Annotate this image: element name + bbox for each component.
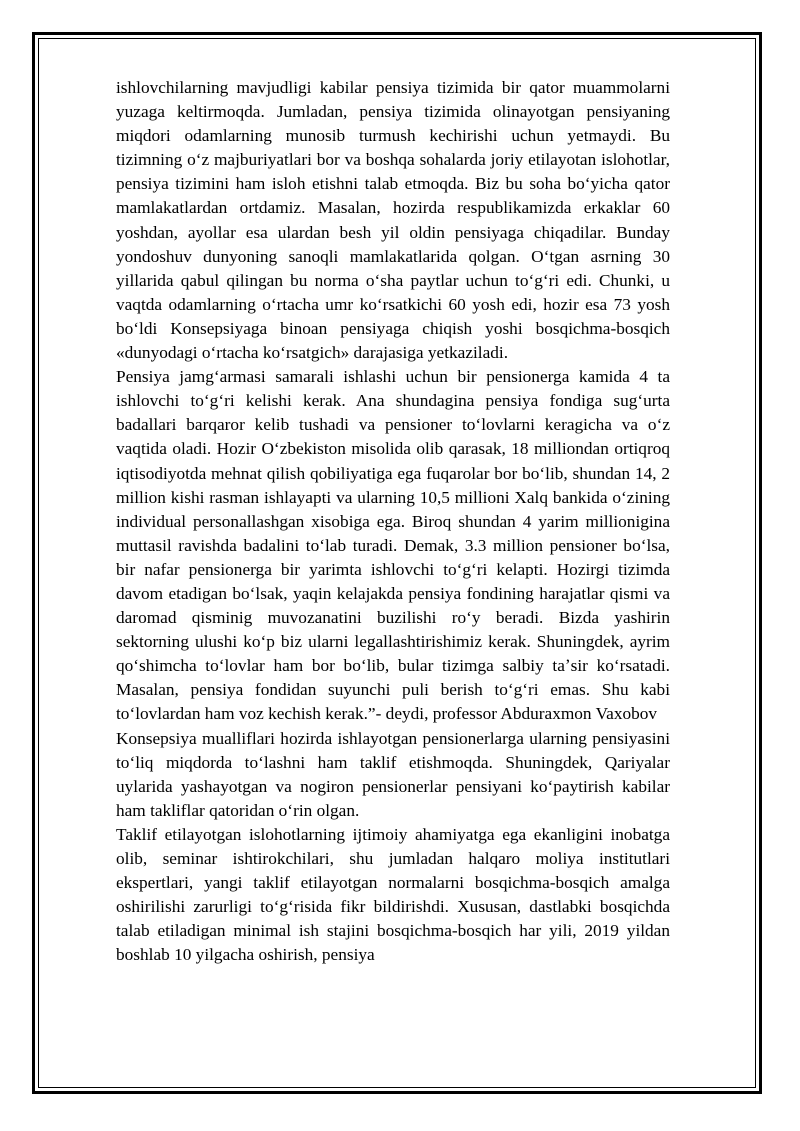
paragraph-pension-fund-workers: Pensiya jamgʻarmasi samarali ishlashi uchun bir pensionerga kamida 4 ta ishlovchi toʻgʻri kelishi kerak. Ana shundagina pensiya fondiga sugʻurta badallari barqaror kelib tushadi va pensioner toʻlovlarni keragicha va oʻz vaqtida oladi. Hozir Oʻzbekiston misolida olib qarasak, 18 milliondan ortiqroq iqtisodiyotda mehnat qilish qobiliyatiga ega fuqarolar bor boʻlib, shundan 14, 2 million kishi rasman ishlayapti va ularning 10,5 millioni Xalq bankida oʻzining individual personallashgan xisobiga ega. Biroq shundan 4 yarim millionigina muttasil ravishda badalini toʻlab turadi. Demak, 3.3 million pensioner boʻlsa, bir nafar pensionerga bir yarimta ishlovchi toʻgʻri kelapti. Hozirgi tizimda davom etadigan boʻlsak, yaqin kelajakda pensiya fondining harajatlar qismi va daromad qisminig muvozanatini buzilishi roʻy beradi. Bizda yashirin sektorning ulushi koʻp biz ularni legallashtirishimiz kerak. Shuningdek, ayrim qoʻshimcha toʻlovlar ham bor boʻlib, bular tizimga salbiy taʼsir koʻrsatadi. Masalan, pensiya fondidan suyunchi puli berish toʻgʻri emas. Shu kabi toʻlovlardan ham voz kechish kerak.”- deydi, professor Abduraxmon Vaxobov — [116, 367, 670, 724]
paragraph-seminar-reforms: Taklif etilayotgan islohotlarning ijtimoiy ahamiyatga ega ekanligini inobatga olib, seminar ishtirokchilari, shu jumladan halqaro moliya institutlari ekspertlari, yangi taklif etilayotgan normalarni bosqichma-bosqich amalga oshirilishi zarurligi toʻgʻrisida fikr bildirishdi. Xususan, dastlabki bosqichda talab etiladigan minimal ish stajini bosqichma-bosqich har yili, 2019 yildan boshlab 10 yilgacha oshirish, pensiya — [116, 824, 670, 965]
document-body — [116, 76, 670, 967]
paragraph-pension-problems: ishlovchilarning mavjudligi kabilar pensiya tizimida bir qator muammolarni yuzaga keltirmoqda. Jumladan, pensiya tizimida olinayotgan pensiyaning miqdori odamlarning munosib turmush kechirishi uchun yetmaydi. Bu tizimning oʻz majburiyatlari bor va boshqa sohalarda joriy etilayotan islohotlar, pensiya tizimini ham isloh etishni talab etmoqda. Biz bu soha boʻyicha qator mamlakatlardan ortdamiz. Masalan, hozirda respublikamizda erkaklar 60 yoshdan, ayollar esa ulardan besh yil oldin pensiyaga chiqadilar. Bunday yondoshuv dunyoning sanoqli mamlakatlarida qolgan. Oʻtgan asrning 30 yillarida qabul qilingan bu norma oʻsha paytlar uchun toʻgʻri edi. Chunki, u vaqtda odamlarning oʻrtacha umr koʻrsatkichi 60 yosh edi, hozir esa 73 yosh boʻldi Konsepsiyaga binoan pensiyaga chiqish yoshi bosqichma-bosqich «dunyodagi oʻrtacha koʻrsatgich» darajasiga yetkaziladi. — [116, 78, 670, 363]
paragraph-concept-proposals: Konsepsiya mualliflari hozirda ishlayotgan pensionerlarga ularning pensiyasini toʻliq miqdorda toʻlashni ham taklif etishmoqda. Shuningdek, Qariyalar uylarida yashayotgan va nogiron pensionerlar pensiyani koʻpaytirish kabilar ham takliflar qatoridan oʻrin olgan. — [116, 728, 670, 820]
